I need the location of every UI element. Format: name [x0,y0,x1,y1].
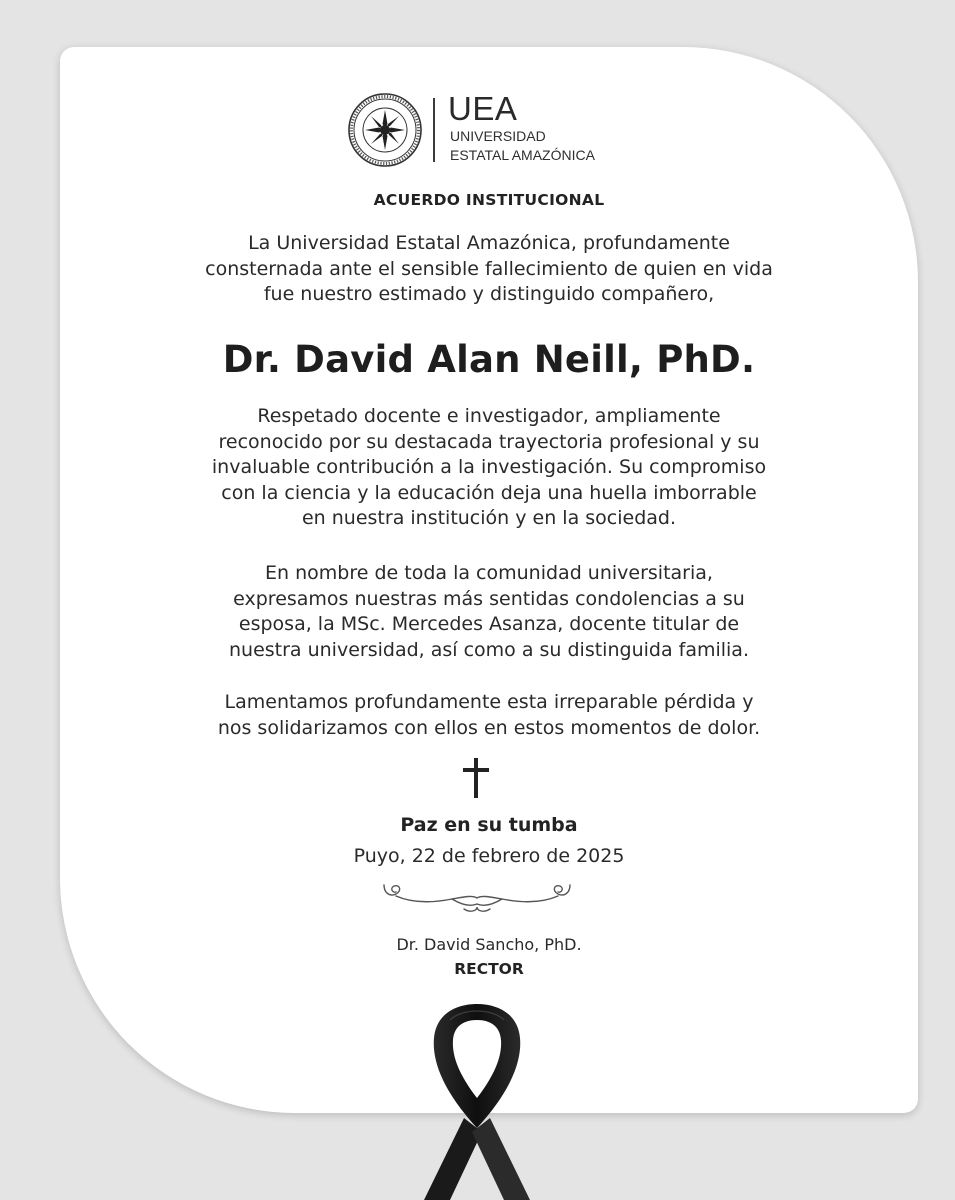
closing-line: nos solidarizamos con ellos en estos momentos de dolor. [217,716,761,739]
place-date: Puyo, 22 de febrero de 2025 [353,845,625,867]
tribute-paragraph [60,404,918,532]
intro-line: consternada ante el sensible fallecimiento de quien en vida [205,257,773,280]
condolence-line: expresamos nuestras más sentidas condolencias a su [233,587,745,610]
intro-line: La Universidad Estatal Amazónica, profundamente [248,232,730,254]
condolence-line: esposa, la MSc. Mercedes Asanza, docente titular de [238,613,740,635]
tribute-line: reconocido por su destacada trayectoria profesional y su [218,430,760,453]
logo-abbreviation: UEA [448,90,518,127]
epitaph: Paz en su tumba [400,814,578,836]
condolence-paragraph [60,561,918,663]
logo-name-line2: ESTATAL AMAZÓNICA [450,147,595,163]
document-title: ACUERDO INSTITUCIONAL [373,191,605,209]
intro-paragraph [60,231,918,308]
honoree-name: Dr. David Alan Neill, PhD. [222,338,756,381]
tribute-line: invaluable contribución a la investigación. Su compromiso [211,456,767,478]
closing-paragraph [60,690,918,741]
ornament-divider-icon [382,881,572,915]
closing-line: Lamentamos profundamente esta irreparable pérdida y [224,691,754,713]
tribute-line: en nuestra institución y en la sociedad. [301,507,677,529]
university-seal-icon [347,92,423,168]
mourning-ribbon-icon [402,1000,552,1200]
logo-name-line1: UNIVERSIDAD [450,128,546,144]
university-logo [347,92,617,168]
condolence-line: nuestra universidad, así como a su distinguida familia. [228,638,749,661]
condolence-line: En nombre de toda la comunidad universitaria, [265,562,713,584]
tribute-line: con la ciencia y la educación deja una huella imborrable [221,481,757,504]
tribute-line: Respetado docente e investigador, ampliamente [257,405,721,427]
cross-icon [456,757,496,799]
signer-title: RECTOR [454,960,524,978]
intro-line: fue nuestro estimado y distinguido compañero, [263,283,715,305]
signer-name: Dr. David Sancho, PhD. [396,935,582,954]
logo-divider [433,98,435,162]
